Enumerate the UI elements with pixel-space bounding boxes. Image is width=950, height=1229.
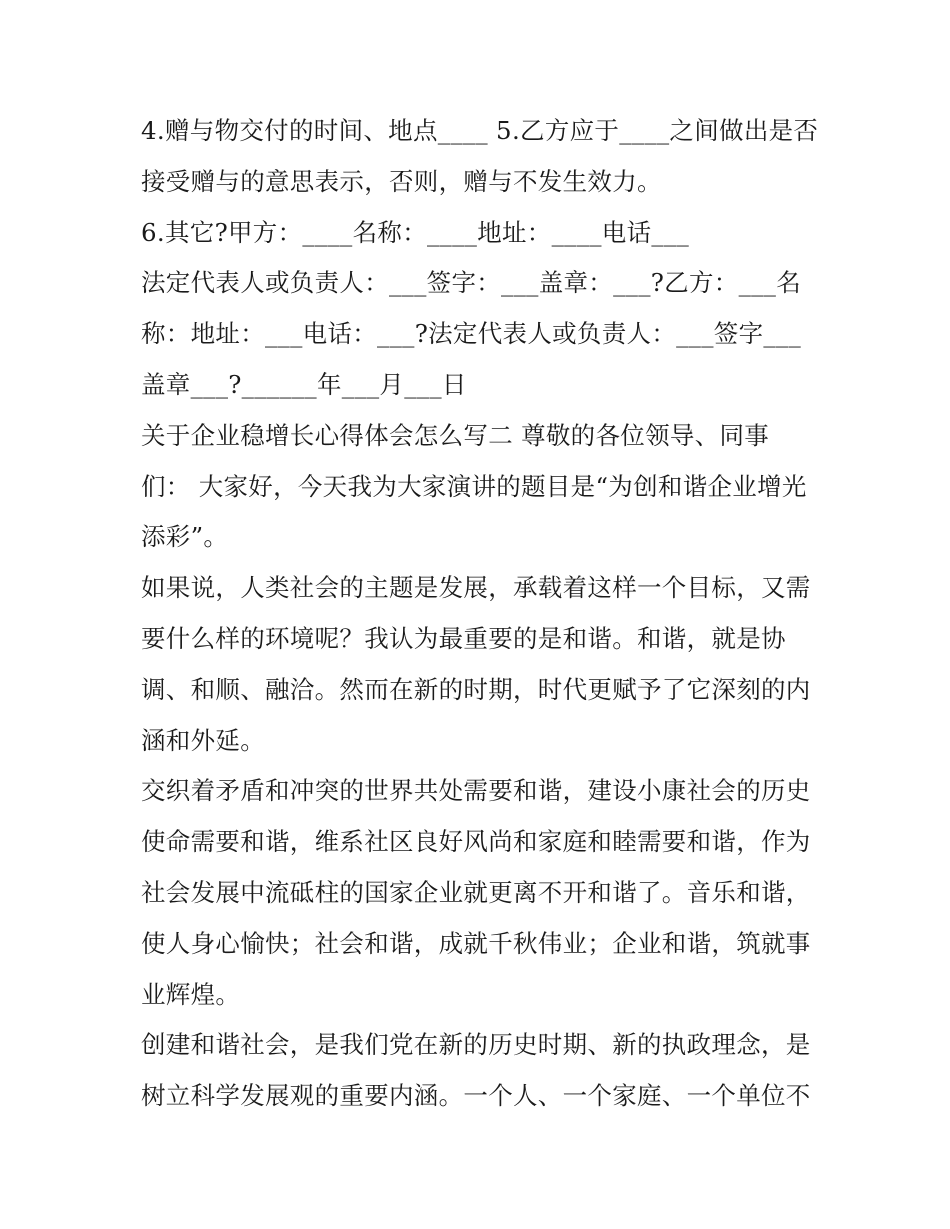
text-line-17: 使人身心愉快；社会和谐，成就千秋伟业；企业和谐，筑就事 [141, 928, 811, 958]
text-line-8: 们： 大家好，今天我为大家演讲的题目是“为创和谐企业增光 [141, 471, 807, 501]
text-line-12: 调、和顺、融洽。然而在新的时期，时代更赋予了它深刻的内 [141, 674, 811, 704]
text-line-11: 要什么样的环境呢？我认为最重要的是和谐。和谐，就是协 [141, 623, 786, 653]
text-line-16: 社会发展中流砥柱的国家企业就更离不开和谐了。音乐和谐， [141, 877, 811, 907]
text-line-19: 创建和谐社会，是我们党在新的历史时期、新的执政理念，是 [141, 1030, 811, 1060]
text-line-15: 使命需要和谐，维系社区良好风尚和家庭和睦需要和谐，作为 [141, 827, 811, 857]
text-line-6: 盖章___?______年___月___日 [141, 369, 467, 399]
text-line-10: 如果说，人类社会的主题是发展，承载着这样一个目标，又需 [141, 573, 811, 603]
text-line-14: 交织着矛盾和冲突的世界共处需要和谐，建设小康社会的历史 [141, 776, 811, 806]
text-line-3: 6.其它?甲方：____名称：____地址：____电话___ [141, 217, 690, 247]
text-line-2: 接受赠与的意思表示，否则，赠与不发生效力。 [141, 166, 662, 196]
text-line-1: 4.赠与物交付的时间、地点____ 5.乙方应于____之间做出是否 [141, 116, 819, 145]
text-line-5: 称：地址：___电话：___?法定代表人或负责人：___签字___ [141, 319, 802, 349]
text-line-20: 树立科学发展观的重要内涵。一个人、一个家庭、一个单位不 [141, 1081, 811, 1111]
text-line-18: 业辉煌。 [141, 979, 241, 1009]
text-line-7: 关于企业稳增长心得体会怎么写二 尊敬的各位领导、同事 [141, 420, 770, 450]
text-line-13: 涵和外延。 [141, 725, 265, 755]
text-line-9: 添彩”。 [141, 522, 229, 552]
document-body [141, 106, 821, 1122]
text-line-4: 法定代表人或负责人：___签字：___盖章：___?乙方：___名 [141, 268, 802, 298]
